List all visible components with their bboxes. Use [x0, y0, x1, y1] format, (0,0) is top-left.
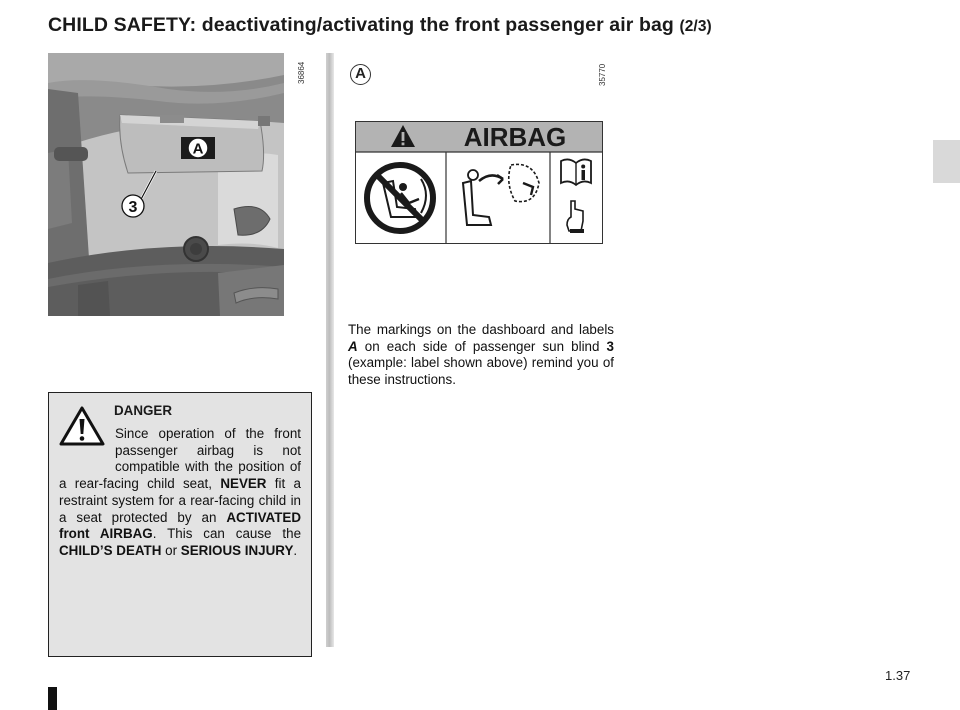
- callout-a: A: [192, 140, 204, 158]
- sun-visor-photo: [48, 53, 284, 316]
- danger-text-4: or: [161, 542, 181, 558]
- callout-3: 3: [128, 199, 138, 216]
- label-description: [348, 322, 614, 388]
- desc-text-3: (example: label shown above) remind you of these instructions.: [348, 355, 614, 387]
- danger-never: NEVER: [220, 476, 267, 492]
- page-number: 1.37: [885, 668, 911, 683]
- danger-activated-airbag: ACTIVATED front AIRBAG: [59, 509, 301, 542]
- desc-text-1: The markings on the dashboard and labels: [348, 322, 614, 337]
- danger-text-1: Since operation of the front passenger airbag is not compatible with the position of a rear-facing child seat,: [59, 426, 301, 492]
- desc-sun-blind-num: 3: [606, 338, 614, 354]
- label-marker-a: A: [350, 64, 371, 85]
- page-title-text: CHILD SAFETY: deactivating/activating the front passenger air bag: [48, 14, 674, 36]
- danger-text: [59, 426, 301, 560]
- section-tab: [933, 140, 960, 183]
- danger-text-2: fit a restraint system for a rear-facing child in a seat protected by an: [59, 476, 302, 525]
- page-title-part: (2/3): [679, 18, 712, 35]
- danger-childs-death: CHILD’S DEATH: [59, 542, 162, 558]
- no-rear-facing-seat-icon: [367, 165, 433, 231]
- page-title: [48, 14, 712, 37]
- danger-title: DANGER: [114, 403, 173, 418]
- danger-box: [48, 392, 312, 657]
- danger-text-5: .: [293, 542, 298, 558]
- column-divider: [326, 53, 334, 647]
- label-ref-code: 35770: [598, 63, 607, 86]
- airbag-label-graphic: [355, 121, 603, 244]
- desc-text-2: on each side of passenger sun blind: [357, 338, 607, 354]
- sun-visor-illustration: [48, 53, 284, 316]
- danger-serious-injury: SERIOUS INJURY: [180, 542, 294, 558]
- photo-ref-code: 36864: [297, 61, 306, 84]
- airbag-warning-label: [355, 121, 603, 244]
- danger-text-3: . This can cause the: [152, 526, 302, 542]
- desc-label-a: A: [348, 338, 358, 354]
- corner-mark: [48, 687, 57, 710]
- airbag-label-text: AIRBAG: [463, 122, 567, 152]
